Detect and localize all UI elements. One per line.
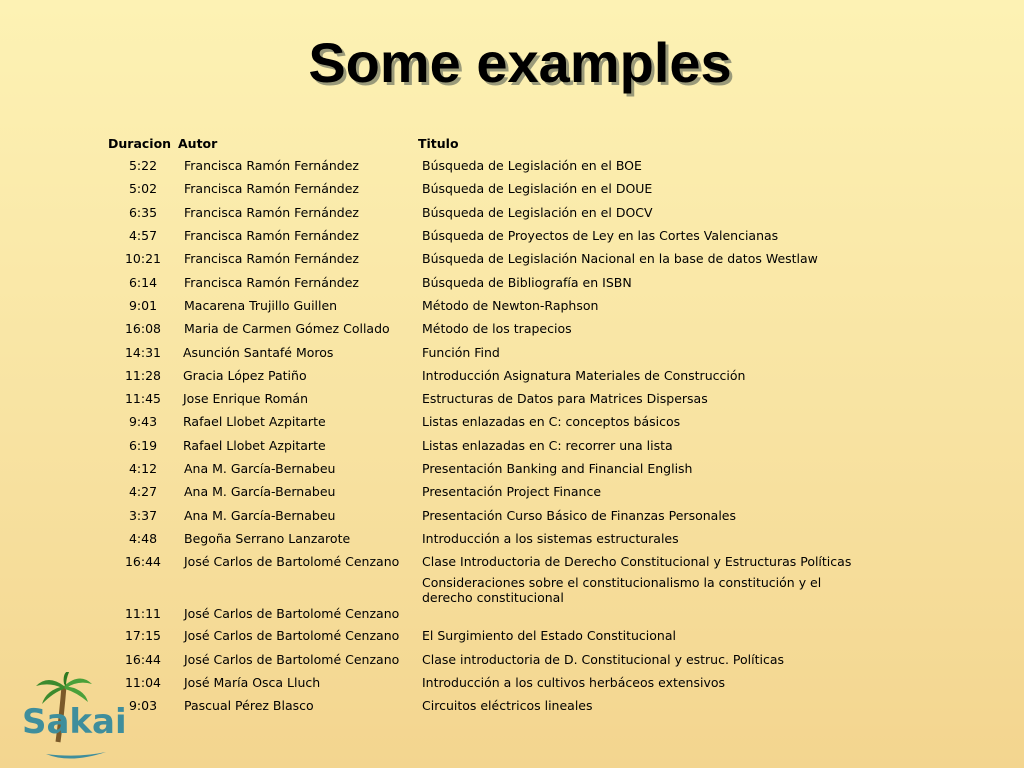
examples-table [108, 132, 858, 718]
table-row [108, 387, 858, 410]
duration-cell: 16:08 [124, 321, 162, 337]
author-cell: Asunción Santafé Moros [183, 344, 334, 360]
author-cell: José Carlos de Bartolomé Cenzano [184, 606, 400, 622]
duration-cell: 11:11 [124, 606, 162, 622]
table-row [108, 410, 858, 433]
table-row [108, 317, 858, 340]
author-cell: Ana M. García-Bernabeu [184, 484, 336, 500]
table-row [108, 270, 858, 293]
title-cell: Método de los trapecios [422, 321, 572, 337]
author-cell: Francisca Ramón Fernández [184, 228, 359, 244]
author-cell: Maria de Carmen Gómez Collado [184, 321, 390, 337]
title-cell: Presentación Project Finance [422, 484, 602, 500]
author-cell: Francisca Ramón Fernández [184, 181, 359, 197]
sakai-logo [18, 672, 127, 768]
author-cell: Francisca Ramón Fernández [184, 251, 359, 267]
duration-cell: 4:57 [128, 228, 158, 244]
table-row [108, 201, 858, 224]
author-cell: Pascual Pérez Blasco [184, 698, 314, 714]
table-row [108, 340, 858, 363]
table-row [108, 671, 858, 694]
duration-cell: 4:27 [128, 484, 158, 500]
duration-cell: 3:37 [128, 507, 158, 523]
duration-cell: 11:28 [124, 367, 162, 383]
duration-cell: 11:04 [124, 675, 162, 691]
duration-cell: 16:44 [124, 554, 162, 570]
table-row [108, 247, 858, 270]
table-row [108, 550, 858, 573]
duration-cell: 6:35 [128, 204, 158, 220]
title-cell: Listas enlazadas en C: recorrer una lista [422, 437, 673, 453]
author-cell: José Carlos de Bartolomé Cenzano [184, 554, 400, 570]
title-cell: Método de Newton-Raphson [422, 297, 599, 313]
title-cell: Listas enlazadas en C: conceptos básicos [422, 414, 681, 430]
title-cell: Clase introductoria de D. Constitucional y estruc. Políticas [422, 651, 785, 667]
table-row [108, 573, 858, 624]
title-cell: Función Find [422, 344, 500, 360]
duration-cell: 6:14 [128, 274, 158, 290]
duration-cell: 4:12 [128, 461, 158, 476]
duration-cell: 17:15 [124, 628, 162, 644]
title-cell: Presentación Curso Básico de Finanzas Personales [422, 507, 736, 523]
author-cell: José Carlos de Bartolomé Cenzano [184, 651, 400, 667]
table-row [108, 648, 858, 671]
title-cell: Clase Introductoria de Derecho Constitucional y Estructuras Políticas [422, 554, 852, 570]
title-cell: Presentación Banking and Financial English [422, 461, 693, 476]
title-cell: Introducción a los cultivos herbáceos extensivos [422, 675, 726, 691]
duration-cell: 10:21 [124, 251, 162, 267]
table-row [108, 624, 858, 647]
header-titulo: Titulo [418, 135, 459, 151]
header-autor: Autor [178, 135, 218, 151]
title-cell: El Surgimiento del Estado Constitucional [422, 628, 676, 644]
table-row [108, 527, 858, 550]
author-cell: Gracia López Patiño [183, 367, 307, 383]
table-row [108, 364, 858, 387]
header-duracion: Duracion [108, 135, 172, 151]
duration-cell: 9:01 [128, 297, 158, 313]
title-cell: Introducción Asignatura Materiales de Construcción [422, 367, 746, 383]
author-cell: Ana M. García-Bernabeu [184, 507, 336, 523]
title-cell: Búsqueda de Legislación Nacional en la base de datos Westlaw [422, 251, 818, 267]
author-cell: Rafael Llobet Azpitarte [183, 437, 326, 453]
title-cell: Consideraciones sobre el constitucionalismo la constitución y el derecho constitucional [422, 575, 822, 606]
duration-cell: 16:44 [124, 651, 162, 667]
title-cell: Búsqueda de Proyectos de Ley en las Cortes Valencianas [422, 228, 779, 244]
table-row [108, 480, 858, 503]
table-row [108, 457, 858, 480]
author-cell: Francisca Ramón Fernández [184, 158, 359, 174]
table-row [108, 224, 858, 247]
table-row [108, 694, 858, 717]
duration-cell: 9:03 [128, 698, 158, 714]
author-cell: Francisca Ramón Fernández [184, 204, 359, 220]
table-row [108, 503, 858, 526]
title-cell: Búsqueda de Legislación en el DOCV [422, 204, 653, 220]
author-cell: Ana M. García-Bernabeu [184, 461, 336, 476]
duration-cell: 9:43 [128, 414, 158, 430]
author-cell: José Carlos de Bartolomé Cenzano [184, 628, 400, 644]
author-cell: Begoña Serrano Lanzarote [184, 530, 351, 546]
logo-text: Sakai [22, 702, 127, 742]
author-cell: Jose Enrique Román [183, 391, 308, 407]
table-row [108, 154, 858, 177]
author-cell: Francisca Ramón Fernández [184, 274, 359, 290]
title-cell: Búsqueda de Bibliografía en ISBN [422, 274, 632, 290]
title-cell: Búsqueda de Legislación en el BOE [422, 158, 642, 174]
title-cell: Estructuras de Datos para Matrices Dispersas [422, 391, 708, 407]
duration-cell: 14:31 [124, 344, 162, 360]
table-row [108, 177, 858, 200]
duration-cell: 5:02 [128, 181, 158, 197]
duration-cell: 4:48 [128, 530, 158, 546]
duration-cell: 5:22 [128, 158, 158, 174]
duration-cell: 11:45 [124, 391, 162, 407]
title-cell: Búsqueda de Legislación en el DOUE [422, 181, 653, 197]
table-row [108, 294, 858, 317]
title-cell: Circuitos eléctricos lineales [422, 698, 593, 714]
title-cell: Introducción a los sistemas estructurales [422, 530, 679, 546]
duration-cell: 6:19 [128, 437, 158, 453]
slide-title: Some examples [308, 31, 732, 94]
table-row [108, 434, 858, 457]
author-cell: Rafael Llobet Azpitarte [183, 414, 326, 430]
author-cell: Macarena Trujillo Guillen [184, 297, 338, 313]
table-header-row [108, 132, 858, 154]
author-cell: José María Osca Lluch [184, 675, 321, 691]
